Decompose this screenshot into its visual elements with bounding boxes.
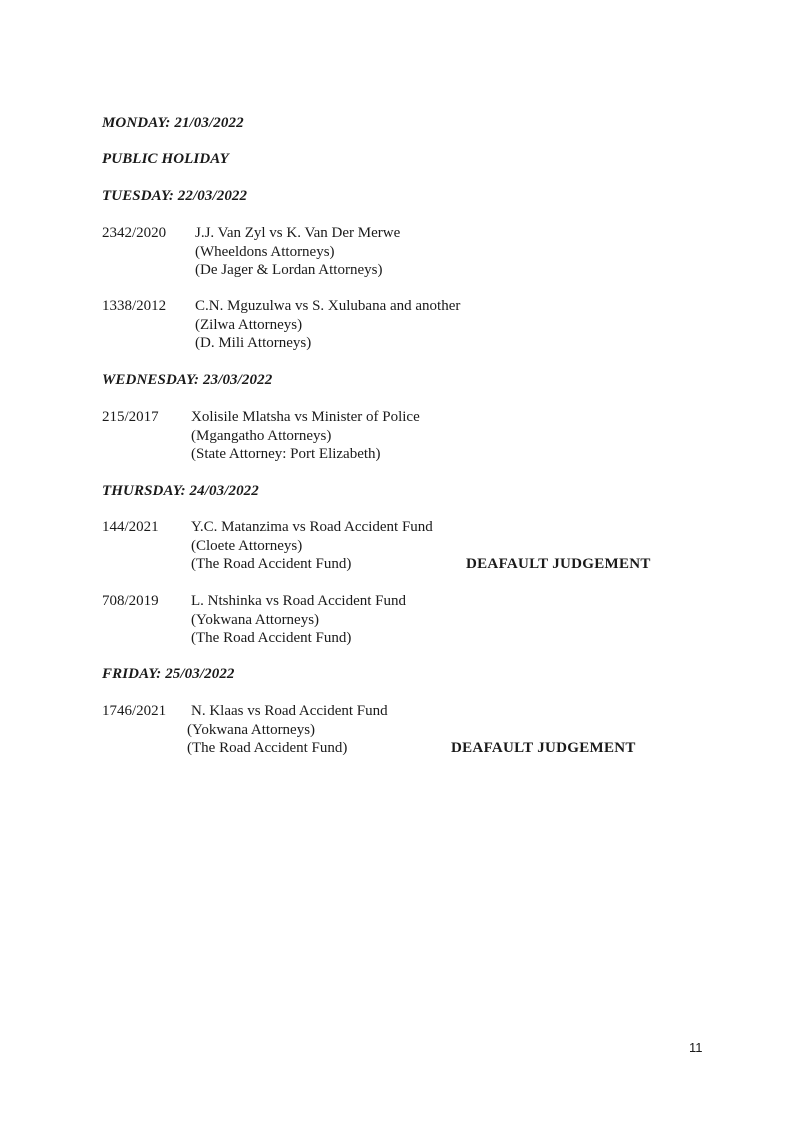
- public-holiday-note: PUBLIC HOLIDAY: [102, 151, 229, 167]
- case-number: 2342/2020: [102, 225, 167, 241]
- plaintiff-attorney: (Cloete Attorneys): [191, 537, 303, 554]
- plaintiff-attorney: (Yokwana Attorneys): [191, 611, 320, 628]
- day-heading-monday: MONDAY: 21/03/2022: [102, 115, 244, 131]
- day-heading-tuesday: TUESDAY: 22/03/2022: [102, 188, 248, 204]
- day-heading-wednesday: WEDNESDAY: 23/03/2022: [102, 372, 273, 388]
- defendant-attorney: (The Road Accident Fund): [187, 740, 348, 756]
- plaintiff-attorney: (Zilwa Attorneys): [195, 316, 303, 333]
- defendant-attorney: (D. Mili Attorneys): [195, 335, 312, 351]
- defendant-attorney: (The Road Accident Fund): [191, 556, 352, 572]
- day-heading-thursday: THURSDAY: 24/03/2022: [102, 483, 259, 499]
- default-judgement-flag: DEAFAULT JUDGEMENT: [466, 556, 651, 572]
- defendant-attorney: (De Jager & Lordan Attorneys): [195, 262, 383, 278]
- case-title: Y.C. Matanzima vs Road Accident Fund: [191, 519, 433, 535]
- case-title: J.J. Van Zyl vs K. Van Der Merwe: [195, 225, 401, 241]
- page-number: 11: [689, 1040, 703, 1055]
- case-number: 1338/2012: [102, 298, 167, 314]
- case-number: 708/2019: [102, 593, 159, 609]
- case-number: 215/2017: [102, 409, 159, 425]
- case-number: 144/2021: [102, 519, 159, 535]
- case-title: Xolisile Mlatsha vs Minister of Police: [191, 409, 420, 425]
- case-title: L. Ntshinka vs Road Accident Fund: [191, 593, 406, 609]
- case-title: N. Klaas vs Road Accident Fund: [191, 703, 388, 719]
- plaintiff-attorney: (Yokwana Attorneys): [187, 721, 316, 738]
- plaintiff-attorney: (Wheeldons Attorneys): [195, 243, 335, 260]
- day-heading-friday: FRIDAY: 25/03/2022: [102, 666, 235, 682]
- defendant-attorney: (State Attorney: Port Elizabeth): [191, 446, 381, 462]
- default-judgement-flag: DEAFAULT JUDGEMENT: [451, 740, 636, 756]
- case-title: C.N. Mguzulwa vs S. Xulubana and another: [195, 298, 461, 314]
- defendant-attorney: (The Road Accident Fund): [191, 630, 352, 646]
- case-number: 1746/2021: [102, 703, 167, 719]
- plaintiff-attorney: (Mgangatho Attorneys): [191, 427, 332, 444]
